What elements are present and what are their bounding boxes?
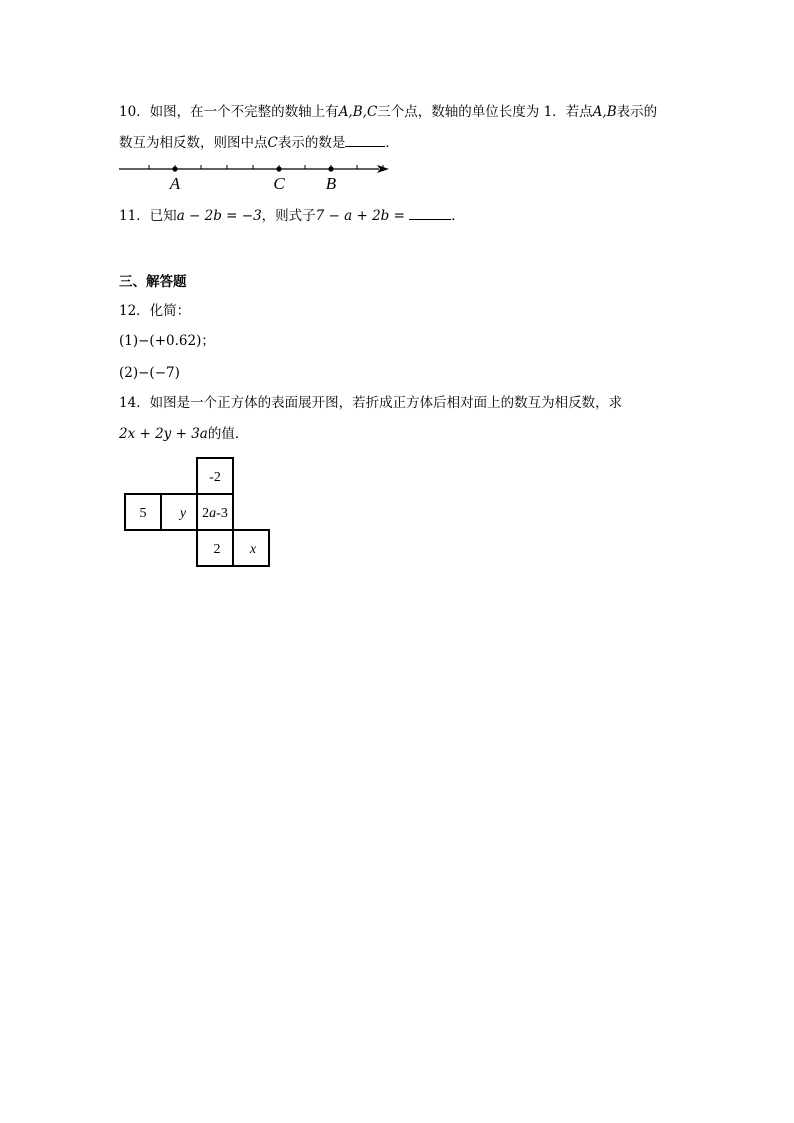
number-line-point-c bbox=[276, 166, 281, 171]
cube-label-bottom-right: x bbox=[249, 542, 257, 557]
number-line-point-a bbox=[172, 166, 177, 171]
cube-net bbox=[119, 456, 271, 568]
q10-text-c: 表示的 bbox=[616, 104, 658, 120]
section-title: 三、解答题 bbox=[119, 274, 187, 290]
q11-text-a: ．已知 bbox=[136, 208, 177, 224]
q10-line-2 bbox=[119, 133, 399, 153]
q11-expr-2: 7 − a + 2b = bbox=[315, 208, 405, 224]
q14-line-2 bbox=[119, 424, 248, 444]
q11-answer-blank[interactable] bbox=[409, 207, 451, 220]
q12-item-1: (1)−(+0.62)； bbox=[119, 333, 215, 349]
q11-number: 11 bbox=[119, 208, 137, 224]
cube-label-top: -2 bbox=[209, 470, 221, 485]
number-line-label-c: C bbox=[273, 174, 285, 193]
cube-label-mid-right-var: a bbox=[209, 506, 217, 521]
q11-text-b: ，则式子 bbox=[261, 208, 316, 224]
cube-label-mid-right-a: 2 bbox=[202, 506, 210, 521]
q14-text: ．如图是一个正方体的表面展开图，若折成正方体后相对面上的数互为相反数，求 bbox=[136, 395, 623, 411]
q14-line-1 bbox=[119, 393, 622, 413]
q10-line-1 bbox=[119, 102, 657, 122]
q10-var-c: C bbox=[267, 135, 278, 151]
number-line bbox=[117, 158, 397, 194]
number-line-ticks bbox=[149, 165, 383, 169]
q14-expr: 2x + 2y + 3a bbox=[119, 426, 208, 442]
cube-label-mid-left: 5 bbox=[139, 506, 147, 521]
q11-line bbox=[119, 206, 465, 226]
number-line-label-b: B bbox=[325, 174, 337, 193]
cube-label-mid-right bbox=[202, 506, 228, 521]
q12-title: 12．化简： bbox=[119, 303, 191, 319]
q10-number: 10 bbox=[119, 104, 137, 120]
q11-expr-1: a − 2b = −3 bbox=[176, 208, 262, 224]
q10-text-b: 三个点，数轴的单位长度为 1．若点 bbox=[377, 104, 593, 120]
cube-label-mid-right-b: -3 bbox=[216, 506, 228, 521]
cube-label-bottom-left: 2 bbox=[213, 542, 221, 557]
q10-text-e: 表示的数是 bbox=[277, 135, 346, 151]
cube-label-mid-center: y bbox=[179, 506, 187, 521]
q10-text-d: 数互为相反数，则图中点 bbox=[119, 135, 268, 151]
q10-vars-ab: A,B bbox=[592, 104, 617, 120]
q14-end: 的值． bbox=[207, 426, 249, 442]
q12-item-2: (2)−(−7) bbox=[119, 365, 180, 381]
q10-text-a: ．如图，在一个不完整的数轴上有 bbox=[136, 104, 339, 120]
number-line-label-a: A bbox=[169, 174, 181, 193]
q11-end: ． bbox=[451, 208, 465, 224]
number-line-points bbox=[169, 166, 337, 193]
number-line-point-b bbox=[328, 166, 333, 171]
q10-end: ． bbox=[385, 135, 399, 151]
q14-number: 14 bbox=[119, 395, 137, 411]
q10-vars-abc: A,B,C bbox=[338, 104, 378, 120]
q10-answer-blank[interactable] bbox=[345, 134, 385, 147]
